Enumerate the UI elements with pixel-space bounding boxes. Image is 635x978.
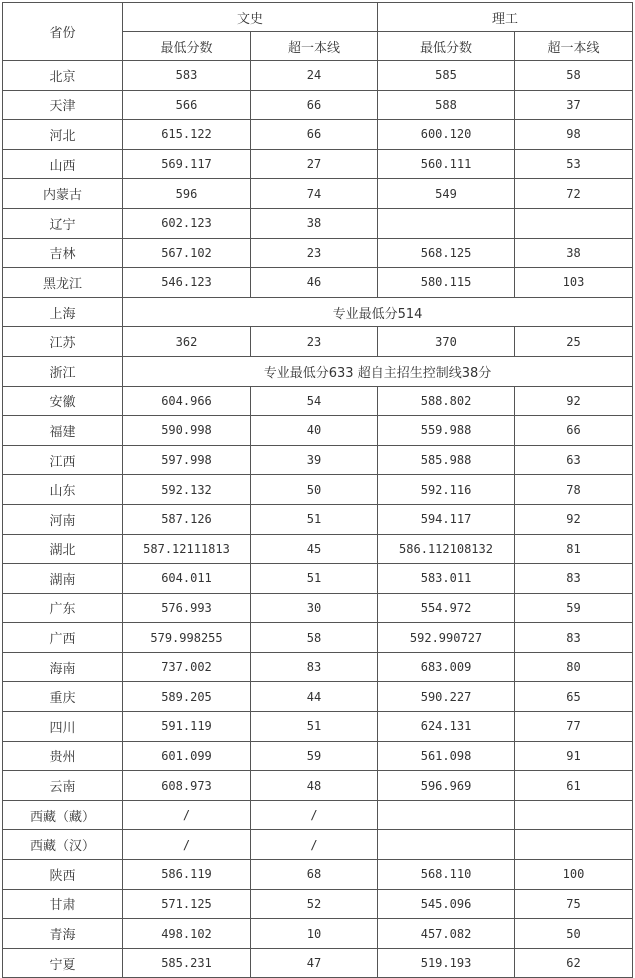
province-cell: 黑龙江 bbox=[3, 268, 123, 298]
table-row bbox=[3, 800, 633, 830]
wenshi-over-line-cell: 46 bbox=[251, 268, 378, 298]
wenshi-min-score-cell: 583 bbox=[123, 61, 251, 91]
wenshi-over-line-cell: 47 bbox=[251, 948, 378, 978]
wenshi-over-line-cell: 59 bbox=[251, 741, 378, 771]
province-cell: 江西 bbox=[3, 445, 123, 475]
ligong-min-score-cell bbox=[378, 208, 515, 238]
wenshi-over-line-cell: 51 bbox=[251, 712, 378, 742]
wenshi-over-line-cell: 48 bbox=[251, 771, 378, 801]
ligong-over-line-cell: 100 bbox=[515, 860, 633, 890]
wenshi-min-score-cell: 585.231 bbox=[123, 948, 251, 978]
ligong-min-score-cell: 588 bbox=[378, 90, 515, 120]
province-cell: 河北 bbox=[3, 120, 123, 150]
province-cell: 天津 bbox=[3, 90, 123, 120]
table-row bbox=[3, 356, 633, 386]
province-cell: 广西 bbox=[3, 623, 123, 653]
ligong-min-score-cell: 549 bbox=[378, 179, 515, 209]
wenshi-over-line-cell: 44 bbox=[251, 682, 378, 712]
wenshi-min-score-cell: 567.102 bbox=[123, 238, 251, 268]
province-cell: 浙江 bbox=[3, 356, 123, 386]
wenshi-over-line-cell: 51 bbox=[251, 564, 378, 594]
wenshi-min-score-cell: 546.123 bbox=[123, 268, 251, 298]
ligong-min-score-cell: 568.110 bbox=[378, 860, 515, 890]
province-cell: 四川 bbox=[3, 712, 123, 742]
ligong-over-line-cell: 65 bbox=[515, 682, 633, 712]
wenshi-over-line-cell: / bbox=[251, 800, 378, 830]
province-cell: 辽宁 bbox=[3, 208, 123, 238]
table-row bbox=[3, 652, 633, 682]
wenshi-min-score-cell: 596 bbox=[123, 179, 251, 209]
wenshi-over-line-cell: 40 bbox=[251, 416, 378, 446]
wenshi-min-score-cell: 571.125 bbox=[123, 889, 251, 919]
ligong-over-line-cell: 91 bbox=[515, 741, 633, 771]
wenshi-min-score-cell: 601.099 bbox=[123, 741, 251, 771]
province-cell: 宁夏 bbox=[3, 948, 123, 978]
ligong-over-line-cell: 58 bbox=[515, 61, 633, 91]
province-cell: 北京 bbox=[3, 61, 123, 91]
ligong-over-line-cell: 63 bbox=[515, 445, 633, 475]
wenshi-over-line-cell: 58 bbox=[251, 623, 378, 653]
wenshi-min-score-cell: 498.102 bbox=[123, 919, 251, 949]
province-cell: 吉林 bbox=[3, 238, 123, 268]
wenshi-over-line-cell: 51 bbox=[251, 504, 378, 534]
table-row bbox=[3, 208, 633, 238]
ligong-min-score-cell bbox=[378, 830, 515, 860]
ligong-min-score-cell: 561.098 bbox=[378, 741, 515, 771]
wenshi-min-score-cell: 587.12111813 bbox=[123, 534, 251, 564]
province-cell: 海南 bbox=[3, 652, 123, 682]
ligong-over-line-cell: 72 bbox=[515, 179, 633, 209]
table-row bbox=[3, 61, 633, 91]
wenshi-over-line-cell: 83 bbox=[251, 652, 378, 682]
header-ligong: 理工 bbox=[378, 3, 633, 32]
table-row bbox=[3, 179, 633, 209]
wenshi-min-score-cell: 587.126 bbox=[123, 504, 251, 534]
wenshi-min-score-cell: 566 bbox=[123, 90, 251, 120]
ligong-over-line-cell bbox=[515, 830, 633, 860]
wenshi-over-line-cell: 27 bbox=[251, 149, 378, 179]
wenshi-min-score-cell: 586.119 bbox=[123, 860, 251, 890]
table-row bbox=[3, 623, 633, 653]
province-cell: 甘肃 bbox=[3, 889, 123, 919]
province-cell: 西藏（藏） bbox=[3, 800, 123, 830]
table-row bbox=[3, 564, 633, 594]
ligong-over-line-cell bbox=[515, 208, 633, 238]
ligong-min-score-cell: 580.115 bbox=[378, 268, 515, 298]
ligong-over-line-cell: 92 bbox=[515, 386, 633, 416]
ligong-min-score-cell: 592.116 bbox=[378, 475, 515, 505]
ligong-min-score-cell: 596.969 bbox=[378, 771, 515, 801]
table-row bbox=[3, 889, 633, 919]
ligong-min-score-cell: 545.096 bbox=[378, 889, 515, 919]
wenshi-over-line-cell: 23 bbox=[251, 238, 378, 268]
wenshi-over-line-cell: 24 bbox=[251, 61, 378, 91]
province-cell: 贵州 bbox=[3, 741, 123, 771]
province-cell: 河南 bbox=[3, 504, 123, 534]
table-row bbox=[3, 593, 633, 623]
ligong-over-line-cell: 25 bbox=[515, 327, 633, 357]
header-wenshi-min-score: 最低分数 bbox=[123, 32, 251, 61]
wenshi-over-line-cell: 38 bbox=[251, 208, 378, 238]
ligong-min-score-cell: 585.988 bbox=[378, 445, 515, 475]
ligong-over-line-cell: 80 bbox=[515, 652, 633, 682]
table-row bbox=[3, 504, 633, 534]
province-cell: 湖北 bbox=[3, 534, 123, 564]
province-cell: 山西 bbox=[3, 149, 123, 179]
ligong-over-line-cell: 75 bbox=[515, 889, 633, 919]
ligong-over-line-cell: 37 bbox=[515, 90, 633, 120]
wenshi-min-score-cell: 604.966 bbox=[123, 386, 251, 416]
ligong-over-line-cell: 98 bbox=[515, 120, 633, 150]
table-row bbox=[3, 268, 633, 298]
table-row bbox=[3, 238, 633, 268]
table-row bbox=[3, 682, 633, 712]
ligong-min-score-cell: 624.131 bbox=[378, 712, 515, 742]
table-row bbox=[3, 919, 633, 949]
table-row bbox=[3, 297, 633, 327]
province-cell: 上海 bbox=[3, 297, 123, 327]
province-cell: 湖南 bbox=[3, 564, 123, 594]
table-row bbox=[3, 386, 633, 416]
wenshi-over-line-cell: 66 bbox=[251, 120, 378, 150]
ligong-over-line-cell: 103 bbox=[515, 268, 633, 298]
wenshi-min-score-cell: 602.123 bbox=[123, 208, 251, 238]
table-row bbox=[3, 860, 633, 890]
wenshi-min-score-cell: 615.122 bbox=[123, 120, 251, 150]
wenshi-min-score-cell: / bbox=[123, 800, 251, 830]
ligong-over-line-cell: 59 bbox=[515, 593, 633, 623]
wenshi-over-line-cell: 39 bbox=[251, 445, 378, 475]
ligong-over-line-cell: 81 bbox=[515, 534, 633, 564]
province-cell: 陕西 bbox=[3, 860, 123, 890]
ligong-over-line-cell: 53 bbox=[515, 149, 633, 179]
merged-note-cell: 专业最低分633 超自主招生控制线38分 bbox=[123, 356, 633, 386]
header-wenshi-over-line: 超一本线 bbox=[251, 32, 378, 61]
ligong-min-score-cell: 560.111 bbox=[378, 149, 515, 179]
wenshi-over-line-cell: 68 bbox=[251, 860, 378, 890]
wenshi-over-line-cell: 66 bbox=[251, 90, 378, 120]
wenshi-min-score-cell: 608.973 bbox=[123, 771, 251, 801]
ligong-min-score-cell: 370 bbox=[378, 327, 515, 357]
table-row bbox=[3, 445, 633, 475]
province-cell: 江苏 bbox=[3, 327, 123, 357]
ligong-min-score-cell: 592.990727 bbox=[378, 623, 515, 653]
ligong-over-line-cell: 83 bbox=[515, 564, 633, 594]
ligong-over-line-cell: 66 bbox=[515, 416, 633, 446]
wenshi-min-score-cell: 592.132 bbox=[123, 475, 251, 505]
ligong-min-score-cell: 585 bbox=[378, 61, 515, 91]
ligong-min-score-cell: 519.193 bbox=[378, 948, 515, 978]
wenshi-over-line-cell: 45 bbox=[251, 534, 378, 564]
ligong-over-line-cell: 77 bbox=[515, 712, 633, 742]
ligong-min-score-cell: 600.120 bbox=[378, 120, 515, 150]
table-row bbox=[3, 120, 633, 150]
table-row bbox=[3, 90, 633, 120]
table-row bbox=[3, 830, 633, 860]
ligong-over-line-cell: 83 bbox=[515, 623, 633, 653]
wenshi-over-line-cell: 74 bbox=[251, 179, 378, 209]
ligong-min-score-cell: 594.117 bbox=[378, 504, 515, 534]
ligong-over-line-cell: 62 bbox=[515, 948, 633, 978]
province-cell: 山东 bbox=[3, 475, 123, 505]
table-row bbox=[3, 327, 633, 357]
ligong-min-score-cell bbox=[378, 800, 515, 830]
table-row bbox=[3, 712, 633, 742]
ligong-min-score-cell: 457.082 bbox=[378, 919, 515, 949]
table-row bbox=[3, 475, 633, 505]
wenshi-over-line-cell: 50 bbox=[251, 475, 378, 505]
wenshi-min-score-cell: 604.011 bbox=[123, 564, 251, 594]
header-ligong-over-line: 超一本线 bbox=[515, 32, 633, 61]
wenshi-min-score-cell: 569.117 bbox=[123, 149, 251, 179]
province-cell: 云南 bbox=[3, 771, 123, 801]
wenshi-min-score-cell: 576.993 bbox=[123, 593, 251, 623]
wenshi-over-line-cell: 54 bbox=[251, 386, 378, 416]
wenshi-min-score-cell: 589.205 bbox=[123, 682, 251, 712]
wenshi-over-line-cell: 23 bbox=[251, 327, 378, 357]
ligong-over-line-cell: 38 bbox=[515, 238, 633, 268]
score-table bbox=[2, 2, 633, 978]
province-cell: 内蒙古 bbox=[3, 179, 123, 209]
wenshi-min-score-cell: 362 bbox=[123, 327, 251, 357]
wenshi-over-line-cell: / bbox=[251, 830, 378, 860]
table-row bbox=[3, 741, 633, 771]
ligong-min-score-cell: 586.112108132 bbox=[378, 534, 515, 564]
ligong-over-line-cell: 61 bbox=[515, 771, 633, 801]
table-row bbox=[3, 416, 633, 446]
wenshi-min-score-cell: 591.119 bbox=[123, 712, 251, 742]
province-cell: 广东 bbox=[3, 593, 123, 623]
ligong-over-line-cell: 78 bbox=[515, 475, 633, 505]
ligong-min-score-cell: 590.227 bbox=[378, 682, 515, 712]
wenshi-min-score-cell: 737.002 bbox=[123, 652, 251, 682]
ligong-min-score-cell: 588.802 bbox=[378, 386, 515, 416]
header-wenshi: 文史 bbox=[123, 3, 378, 32]
wenshi-min-score-cell: 579.998255 bbox=[123, 623, 251, 653]
wenshi-min-score-cell: 597.998 bbox=[123, 445, 251, 475]
ligong-over-line-cell: 50 bbox=[515, 919, 633, 949]
province-cell: 福建 bbox=[3, 416, 123, 446]
province-cell: 安徽 bbox=[3, 386, 123, 416]
table-row bbox=[3, 771, 633, 801]
ligong-min-score-cell: 583.011 bbox=[378, 564, 515, 594]
ligong-min-score-cell: 554.972 bbox=[378, 593, 515, 623]
wenshi-min-score-cell: 590.998 bbox=[123, 416, 251, 446]
table-header bbox=[3, 3, 633, 61]
header-ligong-min-score: 最低分数 bbox=[378, 32, 515, 61]
ligong-over-line-cell bbox=[515, 800, 633, 830]
wenshi-over-line-cell: 10 bbox=[251, 919, 378, 949]
wenshi-over-line-cell: 52 bbox=[251, 889, 378, 919]
ligong-min-score-cell: 568.125 bbox=[378, 238, 515, 268]
province-cell: 西藏（汉） bbox=[3, 830, 123, 860]
wenshi-min-score-cell: / bbox=[123, 830, 251, 860]
province-cell: 青海 bbox=[3, 919, 123, 949]
table-body bbox=[3, 61, 633, 978]
table-row bbox=[3, 149, 633, 179]
province-cell: 重庆 bbox=[3, 682, 123, 712]
ligong-min-score-cell: 559.988 bbox=[378, 416, 515, 446]
table-row bbox=[3, 948, 633, 978]
ligong-over-line-cell: 92 bbox=[515, 504, 633, 534]
header-province: 省份 bbox=[3, 3, 123, 61]
wenshi-over-line-cell: 30 bbox=[251, 593, 378, 623]
merged-note-cell: 专业最低分514 bbox=[123, 297, 633, 327]
ligong-min-score-cell: 683.009 bbox=[378, 652, 515, 682]
table-row bbox=[3, 534, 633, 564]
